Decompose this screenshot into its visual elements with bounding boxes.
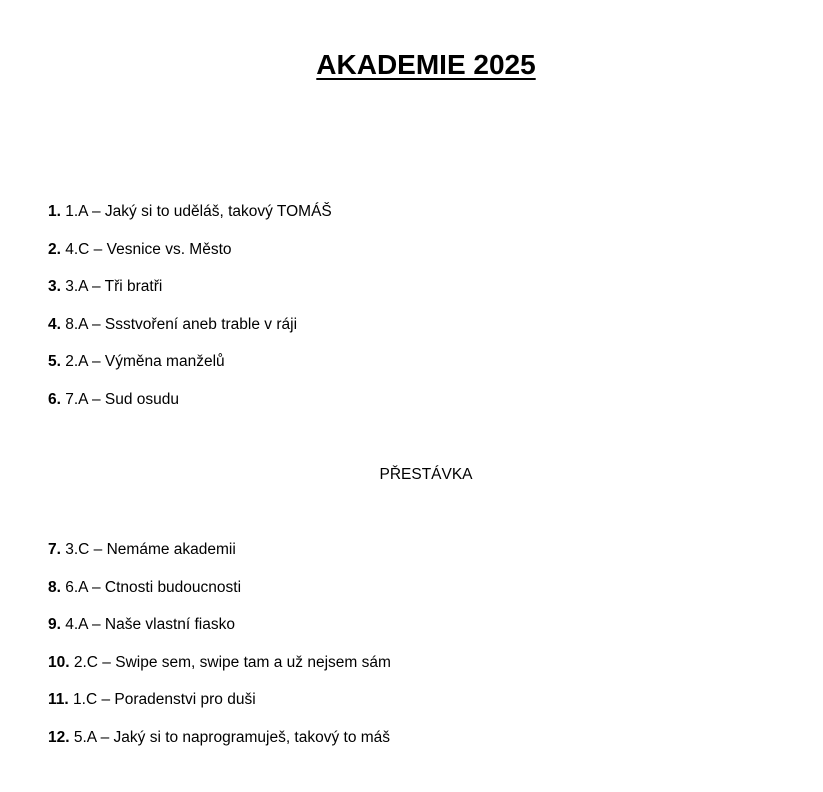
item-number: 4. — [48, 315, 61, 333]
program-item-10 — [48, 653, 391, 691]
item-number: 3. — [48, 278, 61, 296]
program-item-9 — [48, 615, 391, 653]
item-text: 4.C – Vesnice vs. Město — [65, 240, 232, 258]
item-text: 1.C – Poradenstvi pro duši — [73, 691, 256, 709]
item-number: 2. — [48, 240, 61, 258]
page-title: AKADEMIE 2025 — [316, 48, 536, 80]
item-number: 9. — [48, 616, 61, 634]
item-number: 11. — [48, 691, 69, 709]
program-item-2 — [48, 240, 332, 278]
program-item-4 — [48, 315, 332, 353]
item-text: 2.C – Swipe sem, swipe tam a už nejsem sám — [73, 653, 391, 671]
item-text: 7.A – Sud osudu — [65, 390, 180, 408]
item-text: 5.A – Jaký si to naprogramuješ, takový to máš — [73, 728, 391, 746]
item-number: 1. — [48, 203, 61, 220]
item-text: 3.A – Tři bratři — [65, 278, 163, 296]
item-text: 4.A – Naše vlastní fiasko — [65, 616, 235, 634]
item-number: 12. — [48, 728, 70, 746]
program-item-12 — [48, 728, 391, 766]
program-item-3 — [48, 277, 332, 315]
program-item-5 — [48, 352, 332, 390]
item-number: 6. — [48, 390, 61, 408]
item-number: 8. — [48, 578, 61, 596]
program-list-part-one — [48, 202, 332, 428]
program-item-11 — [48, 690, 391, 728]
program-item-6 — [48, 390, 332, 428]
item-text: 6.A – Ctnosti budoucnosti — [65, 578, 242, 596]
program-item-1 — [48, 202, 332, 240]
item-number: 10. — [48, 653, 70, 671]
program-list-part-two — [48, 540, 391, 766]
item-text: 2.A – Výměna manželů — [65, 353, 225, 371]
item-text: 1.A – Jaký si to uděláš, takový TOMÁŠ — [65, 203, 332, 220]
item-text: 8.A – Ssstvoření aneb trable v ráji — [65, 315, 298, 333]
item-number: 7. — [48, 541, 61, 558]
program-item-8 — [48, 578, 391, 616]
item-text: 3.C – Nemáme akademii — [65, 541, 236, 558]
item-number: 5. — [48, 353, 61, 371]
program-item-7 — [48, 540, 391, 578]
intermission-label: PŘESTÁVKA — [379, 466, 473, 483]
